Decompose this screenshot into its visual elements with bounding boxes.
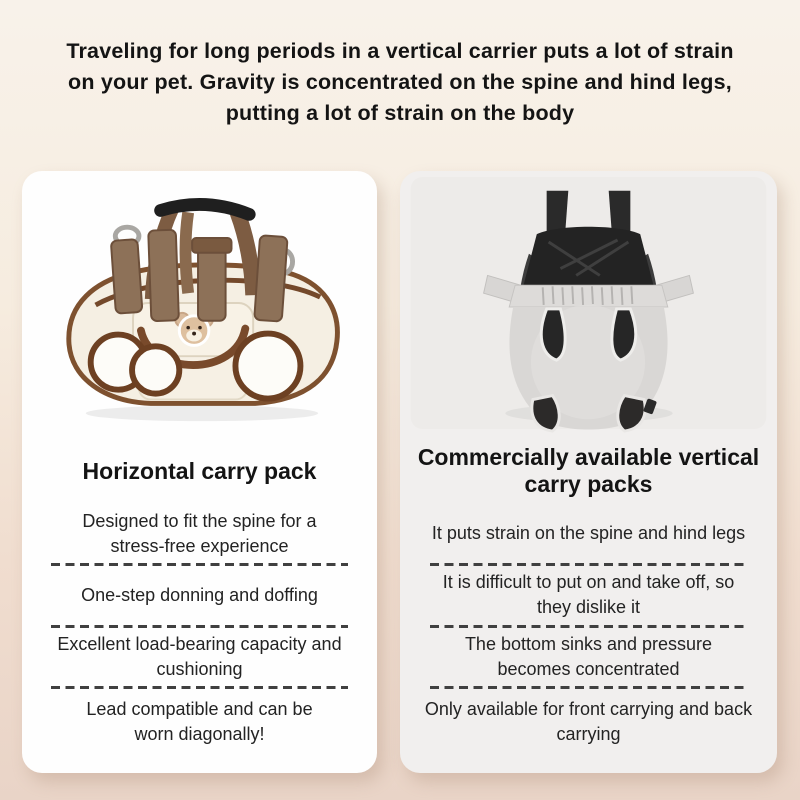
horizontal-pack-photo — [22, 171, 377, 433]
feature-text: Lead compatible and can be worn diagonally! — [86, 699, 313, 745]
feature-item — [34, 503, 365, 565]
feature-item — [412, 688, 765, 757]
feature-item — [412, 503, 765, 565]
feature-item — [34, 565, 365, 627]
right-card-feature-list — [400, 503, 777, 773]
vertical-pack-photo — [400, 171, 777, 433]
left-card-feature-list — [22, 503, 377, 773]
bag-straps — [111, 230, 288, 322]
feature-text: Excellent load-bearing capacity and cushioning — [57, 634, 342, 680]
feature-text: One-step donning and doffing — [81, 584, 318, 605]
right-card-title: Commercially available vertical carry packs — [417, 444, 760, 497]
bag-shadow — [86, 405, 318, 421]
header-text: Traveling for long periods in a vertical carrier puts a lot of strain on your pet. Gravity is concentrated on the spine and hind legs, putting a lot of strain on the body — [66, 39, 734, 125]
feature-text: Designed to fit the spine for a stress-free experience — [82, 510, 317, 556]
left-card-title: Horizontal carry pack — [82, 457, 317, 484]
card-vertical-pack — [400, 171, 777, 773]
feature-item — [412, 565, 765, 627]
feature-text: The bottom sinks and pressure becomes concentrated — [464, 634, 713, 680]
feature-item — [412, 626, 765, 688]
feature-text: Only available for front carrying and back carrying — [424, 699, 753, 745]
feature-text: It is difficult to put on and take off, so they dislike it — [442, 572, 735, 618]
feature-item — [34, 626, 365, 688]
card-horizontal-pack — [22, 171, 377, 773]
feature-text: It puts strain on the spine and hind legs — [431, 523, 746, 544]
feature-item — [34, 688, 365, 757]
vertical-pack-illustration — [400, 175, 777, 433]
horizontal-pack-illustration — [22, 175, 377, 433]
